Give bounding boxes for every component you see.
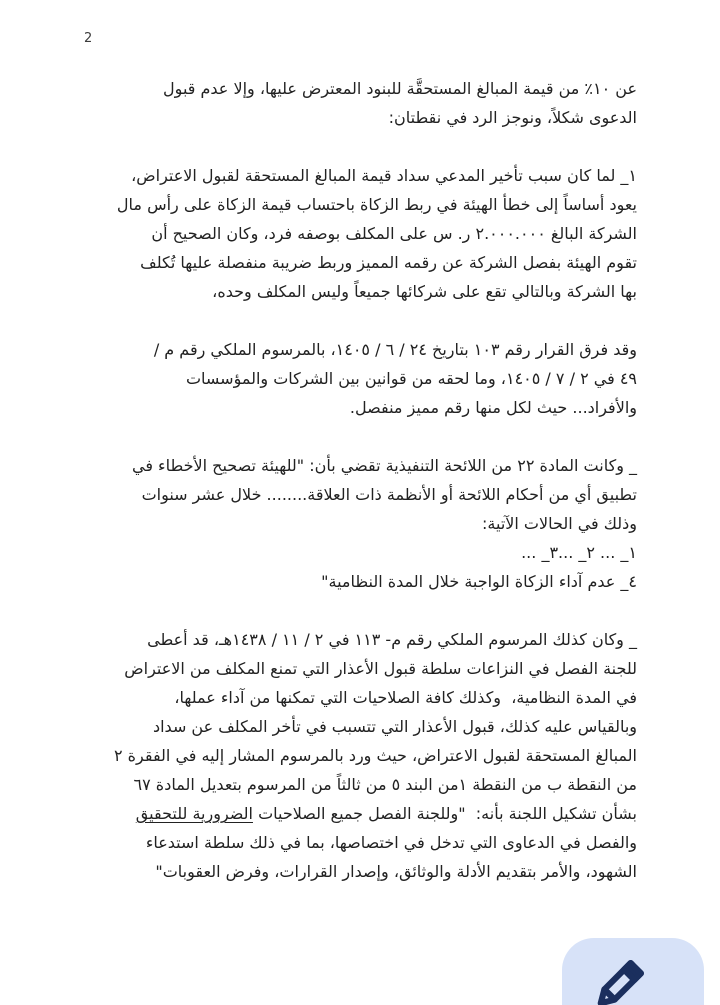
paragraph-4 — [60, 451, 637, 596]
text-segment: بشأن تشكيل اللجنة بأنه: "وللجنة الفصل جميع الصلاحيات — [252, 804, 637, 823]
text-line: _ وكانت المادة ٢٢ من اللائحة التنفيذية تقضي بأن: "للهيئة تصحيح الأخطاء في — [131, 456, 637, 475]
text-line: وذلك في الحالات الآتية: — [482, 514, 637, 533]
text-line: عن ١٠٪ من قيمة المبالغ المستحقَّة للبنود المعترض عليها، وإلا عدم قبول — [163, 79, 637, 98]
text-line: الشهود، والأمر بتقديم الأدلة والوثائق، وإصدار القرارات، وفرض العقوبات" — [155, 862, 637, 881]
paragraph-2 — [60, 161, 637, 306]
paragraph-3 — [60, 335, 637, 422]
pencil-icon — [586, 952, 652, 1005]
edit-button[interactable] — [562, 938, 704, 1005]
text-line: بها الشركة وبالتالي تقع على شركائها جميعاً وليس المكلف وحده، — [212, 282, 637, 301]
text-line: المبالغ المستحقة لقبول الاعتراض، حيث ورد بالمرسوم المشار إليه في الفقرة ٢ — [113, 746, 637, 765]
text-line: ٤٩ في ٢ / ٧ / ١٤٠٥، وما لحقه من قوانين بين الشركات والمؤسسات — [185, 369, 637, 388]
text-line: الشركة البالغ ٢.٠٠٠.٠٠٠ ر. س على المكلف بوصفه فرد، وكان الصحيح أن — [151, 224, 637, 243]
paragraph-1 — [60, 74, 637, 132]
text-line: تقوم الهيئة بفصل الشركة عن رقمه المميز وربط ضريبة منفصلة عليها تُكلف — [140, 253, 637, 272]
text-line — [60, 799, 637, 828]
text-line: والفصل في الدعاوى التي تدخل في اختصاصها، بما في ذلك سلطة استدعاء — [145, 833, 637, 852]
text-line: للجنة الفصل في النزاعات سلطة قبول الأعذار التي تمنع المكلف من الاعتراض — [124, 659, 637, 678]
text-line: وبالقياس عليه كذلك، قبول الأعذار التي تتسبب في تأخر المكلف عن سداد — [152, 717, 637, 736]
text-line: تطبيق أي من أحكام اللائحة أو الأنظمة ذات العلاقة........ خلال عشر سنوات — [141, 485, 637, 504]
text-line: ٤_ عدم آداء الزكاة الواجبة خلال المدة النظامية" — [321, 572, 637, 591]
page-number: 2 — [84, 31, 93, 46]
document-body — [60, 74, 637, 886]
text-line: يعود أساساً إلى خطأ الهيئة في ربط الزكاة باحتساب قيمة الزكاة على رأس مال — [116, 195, 637, 214]
underlined-text-segment: الضرورية للتحقيق — [135, 804, 253, 823]
paragraph-5 — [60, 625, 637, 886]
text-line: في المدة النظامية، وكذلك كافة الصلاحيات التي تمكنها من آداء عملها، — [174, 688, 637, 707]
text-line: وقد فرق القرار رقم ١٠٣ بتاريخ ٢٤ / ٦ / ١٤٠٥، بالمرسوم الملكي رقم م / — [153, 340, 637, 359]
text-line: _ وكان كذلك المرسوم الملكي رقم م- ١١٣ في ٢ / ١١ / ١٤٣٨هـ، قد أعطى — [147, 630, 637, 649]
text-line: ١_ ... ٢_ ...٣_ ... — [521, 543, 637, 562]
text-line: من النقطة ب من النقطة ١من البند ٥ من ثالثاً من المرسوم بتعديل المادة ٦٧ — [133, 775, 637, 794]
text-line: والأفراد... حيث لكل منها رقم مميز منفصل. — [349, 398, 637, 417]
text-line: ١_ لما كان سبب تأخير المدعي سداد قيمة المبالغ المستحقة لقبول الاعتراض، — [131, 166, 637, 185]
text-line: الدعوى شكلاً، ونوجز الرد في نقطتان: — [388, 108, 637, 127]
